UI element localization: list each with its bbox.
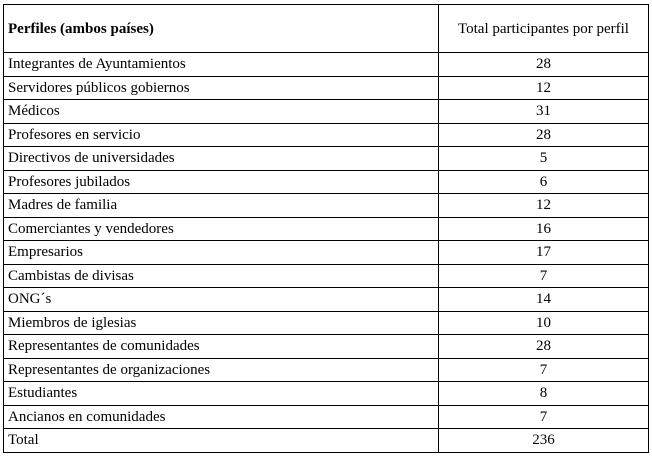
table-row — [4, 170, 649, 194]
total-cell: 12 — [439, 76, 649, 100]
total-cell: 17 — [439, 241, 649, 265]
total-cell: 6 — [439, 170, 649, 194]
table-row — [4, 53, 649, 77]
total-cell: 8 — [439, 382, 649, 406]
grand-total-cell: 236 — [439, 429, 649, 453]
total-cell: 31 — [439, 100, 649, 124]
profile-cell: Integrantes de Ayuntamientos — [4, 53, 439, 77]
table-row — [4, 405, 649, 429]
total-cell: 7 — [439, 264, 649, 288]
profile-cell: Directivos de universidades — [4, 147, 439, 171]
total-cell: 7 — [439, 405, 649, 429]
profile-cell: Estudiantes — [4, 382, 439, 406]
total-cell: 7 — [439, 358, 649, 382]
header-row — [4, 5, 649, 53]
profile-cell: ONG´s — [4, 288, 439, 312]
table-row — [4, 382, 649, 406]
table-row — [4, 264, 649, 288]
total-cell: 10 — [439, 311, 649, 335]
table-row — [4, 123, 649, 147]
table-row — [4, 147, 649, 171]
profile-cell: Profesores en servicio — [4, 123, 439, 147]
table-row — [4, 241, 649, 265]
total-cell: 14 — [439, 288, 649, 312]
profile-cell: Representantes de organizaciones — [4, 358, 439, 382]
total-cell: 28 — [439, 53, 649, 77]
total-column-header: Total participantes por perfil — [439, 5, 649, 53]
total-cell: 28 — [439, 335, 649, 359]
total-cell: 5 — [439, 147, 649, 171]
table-row — [4, 335, 649, 359]
total-cell: 16 — [439, 217, 649, 241]
profile-column-header: Perfiles (ambos países) — [4, 5, 439, 53]
table-header — [4, 5, 649, 53]
profile-cell: Comerciantes y vendedores — [4, 217, 439, 241]
table-row — [4, 76, 649, 100]
profile-cell: Cambistas de divisas — [4, 264, 439, 288]
profile-cell: Empresarios — [4, 241, 439, 265]
total-label-cell: Total — [4, 429, 439, 453]
table-row — [4, 217, 649, 241]
profile-cell: Ancianos en comunidades — [4, 405, 439, 429]
total-cell: 12 — [439, 194, 649, 218]
profile-cell: Madres de familia — [4, 194, 439, 218]
profile-cell: Miembros de iglesias — [4, 311, 439, 335]
profile-cell: Médicos — [4, 100, 439, 124]
profile-cell: Servidores públicos gobiernos — [4, 76, 439, 100]
table-row — [4, 288, 649, 312]
table-row — [4, 100, 649, 124]
table-row — [4, 358, 649, 382]
table-row — [4, 311, 649, 335]
total-row — [4, 429, 649, 453]
profile-cell: Profesores jubilados — [4, 170, 439, 194]
total-cell: 28 — [439, 123, 649, 147]
participants-table — [3, 4, 649, 453]
table-body — [4, 53, 649, 453]
table-row — [4, 194, 649, 218]
profile-cell: Representantes de comunidades — [4, 335, 439, 359]
